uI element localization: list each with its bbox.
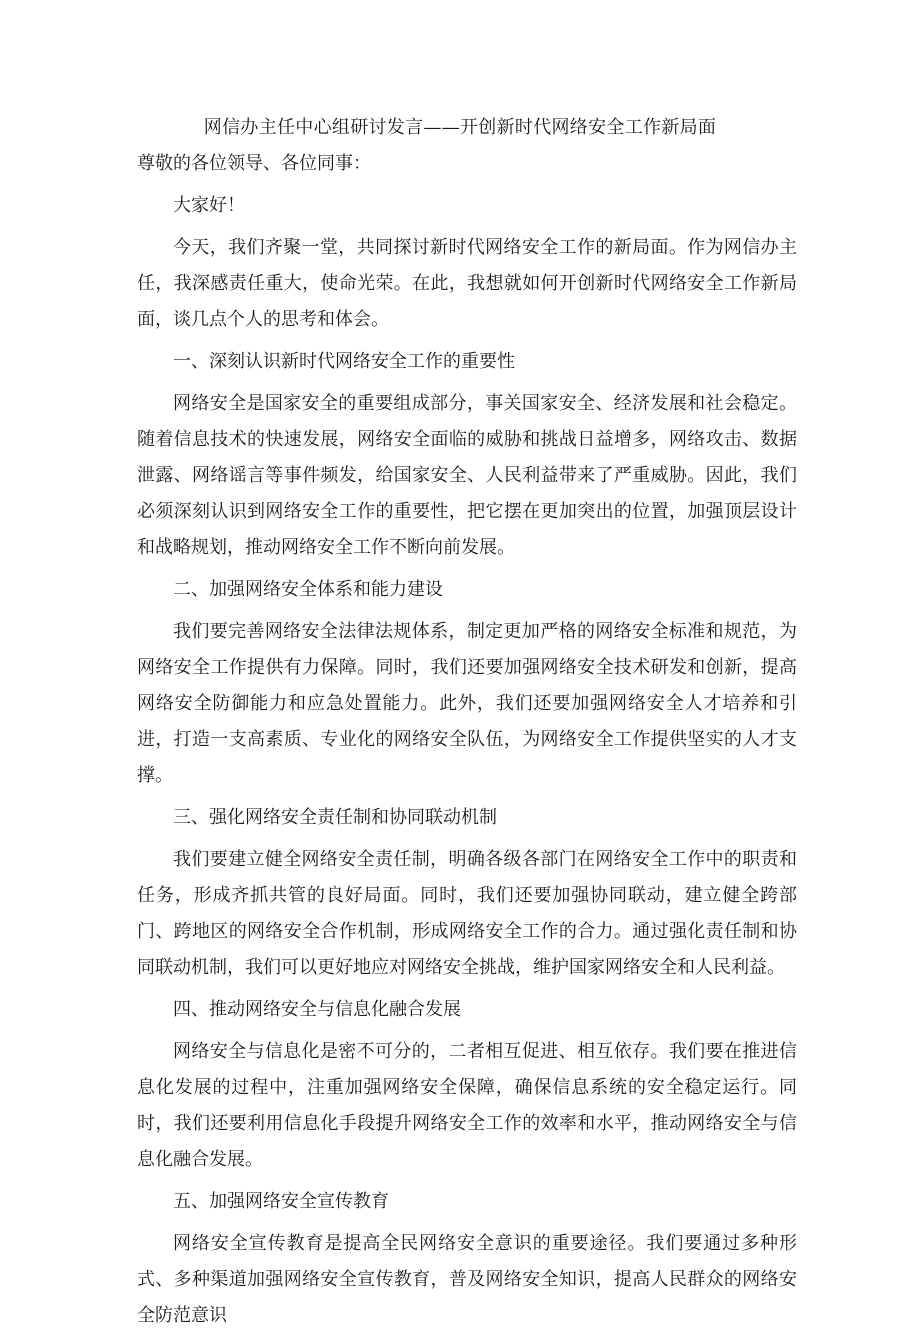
section-body-1: 网络安全是国家安全的重要组成部分，事关国家安全、经济发展和社会稳定。随着信息技术的快速发展，网络安全面临的威胁和挑战日益增多，网络攻击、数据泄露、网络谣言等事件频发，给国家安全、人民利益带来了严重威胁。因此，我们必须深刻认识到网络安全工作的重要性，把它摆在更加突出的位置，加强顶层设计和战略规划，推动网络安全工作不断向前发展。 [137, 393, 797, 558]
section-body-3: 我们要建立健全网络安全责任制，明确各级各部门在网络安全工作中的职责和任务，形成齐抓共管的良好局面。同时，我们还要加强协同联动，建立健全跨部门、跨地区的网络安全合作机制，形成网络安全工作的合力。通过强化责任制和协同联动机制，我们可以更好地应对网络安全挑战，维护国家网络安全和人民利益。 [137, 849, 797, 978]
section-heading-4: 四、推动网络安全与信息化融合发展 [173, 999, 461, 1020]
section-body-2: 我们要完善网络安全法律法规体系，制定更加严格的网络安全标准和规范，为网络安全工作提供有力保障。同时，我们还要加强网络安全技术研发和创新，提高网络安全防御能力和应急处置能力。此外，我们还要加强网络安全人才培养和引进，打造一支高素质、专业化的网络安全队伍，为网络安全工作提供坚实的人才支撑。 [137, 621, 797, 786]
greeting: 大家好！ [173, 195, 245, 216]
section-heading-5: 五、加强网络安全宣传教育 [173, 1191, 389, 1212]
section-heading-2: 二、加强网络安全体系和能力建设 [173, 579, 443, 600]
section-heading-1: 一、深刻认识新时代网络安全工作的重要性 [173, 351, 515, 372]
section-heading-3: 三、强化网络安全责任制和协同联动机制 [173, 807, 497, 828]
section-body-4: 网络安全与信息化是密不可分的，二者相互促进、相互依存。我们要在推进信息化发展的过程中，注重加强网络安全保障，确保信息系统的安全稳定运行。同时，我们还要利用信息化手段提升网络安全工作的效率和水平，推动网络安全与信息化融合发展。 [137, 1041, 797, 1170]
intro-paragraph: 今天，我们齐聚一堂，共同探讨新时代网络安全工作的新局面。作为网信办主任，我深感责任重大，使命光荣。在此，我想就如何开创新时代网络安全工作新局面，谈几点个人的思考和体会。 [137, 237, 797, 330]
document-body [137, 146, 797, 1340]
section-body-5: 网络安全宣传教育是提高全民网络安全意识的重要途径。我们要通过多种形式、多种渠道加强网络安全宣传教育，普及网络安全知识，提高人民群众的网络安全防范意识 [137, 1233, 797, 1326]
salutation: 尊敬的各位领导、各位同事： [137, 153, 371, 174]
document-title: 网信办主任中心组研讨发言——开创新时代网络安全工作新局面 [203, 117, 717, 138]
